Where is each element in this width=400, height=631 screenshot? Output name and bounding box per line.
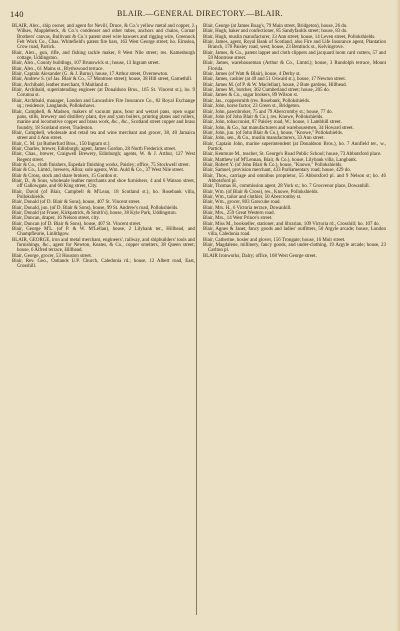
directory-entry: Blair, Archibald, superintending engineer (at Donaldson Bros., 165 St. Vincent st.), ho. 9 Corunna st.: [12, 88, 195, 99]
directory-entry: Blair, George, grocer, 53 Houston street.: [12, 253, 93, 259]
directory-entry: Blair, George M'L. (of P. & W. M'Lellan), house, 2 Lilybank ter., Hillhead, and Champfleurie, Linlithgow.: [12, 227, 195, 238]
directory-entry: Blair, Alex., 61 Mains st., Blythswood terrace.: [12, 66, 104, 72]
directory-entry: Blair, Campbell, wholesale and retail tea and wine merchant and grocer, 38, 40 Jamaica street and 4 Ann street.: [12, 130, 195, 142]
directory-entry: Blair, Archibald, manager, London and Lancashire Fire Insurance Co., 82 Royal Exchange sq.; residence, Langlands, Pollokshaws.: [12, 98, 195, 110]
page-number: 140: [10, 9, 24, 19]
directory-entry: BLAIR Ironworks, Dalry; office, 168 West George street.: [203, 253, 317, 259]
directory-entry: Blair, Thos., carriage and omnibus proprietor, 55 Abbotsford pl. and 9 Nelson st; ho. 46 Abbotsford pl.: [203, 173, 386, 184]
directory-entry: Blair, George (at James Boag's, 79 Main street, Bridgeton), house, 26 do.: [203, 24, 348, 29]
directory-entry: Blair, Duncan (of D. Blair & Sons), house, 407 St. Vincent street.: [12, 221, 142, 227]
directory-entry: Blair, Matthew (of M'Lennan, Blair, & Co.), house, Lilybank villa, Langbank.: [203, 157, 358, 163]
directory-entry: Blair, John, sen., & Co., muslin manufacturers, 33 Ann street.: [203, 136, 325, 142]
directory-entry: Blair, Andrew S. (of Jas. Blair & Co., 57 Montrose street); house, 38 Hill street, Garnethill.: [12, 77, 193, 83]
directory-entry: Blair, Samuel, provision merchant, 433 Parliamentary road; house, 429 do.: [203, 168, 351, 174]
directory-entry: Blair, John, pawnbroker, 75 and 79 Abercromby st.; house, 77 do.: [203, 109, 333, 115]
directory-entry: Blair, Donald (of D. Blair & Sons), house, 407 St. Vincent street.: [12, 200, 141, 206]
directory-entry: Blair, Hugh, baker and confectioner, 85 Sandyfaulds street; house, 83 do.: [203, 29, 348, 35]
directory-entry: Blair, John (of John Blair & Co.), res. Knowe, Pollokshields.: [203, 114, 324, 120]
directory-entry: Blair, Chas., brewer, Craigwell Brewery, Edinburgh; agents, W. & J. Arthur, 127 West Regent street.: [12, 152, 195, 163]
directory-entry: Blair, Hugh, muslin manufacturer, 33 Ann street; house, 14 Leven street, Pollokshields.: [203, 34, 376, 40]
column-divider: [196, 25, 197, 615]
directory-entry: Blair & Cross, stock and share brokers, 15 Gordon st.: [12, 173, 118, 179]
directory-entry: Blair, Wm. (of Blair & Cross), res., Knowe, Pollokshields.: [203, 189, 319, 195]
directory-entry: Blair, Robert Y. (of John Blair & Co.), house, "Knowe," Pollokshields.: [203, 162, 343, 168]
directory-entry: Blair, Campbell, & Madsen, makers of vacuum pans, bour and wetzel pans, open sugar pans, stills, brewery and distillery plant, dye and yarn boilers, printing plates and rollers, marine and locomotive copper and brass work, &c., &c., Scotland street copper and brass foundry, 18 Scotland street, Tradeston.: [12, 109, 195, 131]
directory-entry: Blair, Mrs., 14 West Prince's street.: [203, 216, 273, 222]
directory-entry: Blair, James, & Co., patent lappet and cloth clippers and jacquard loom card cutters, 57 and 59 Montrose street.: [203, 50, 386, 62]
directory-entry: Blair, Donald, jun. (of D. Blair & Sons), house, 99 St. Andrew's road, Pollokshields.: [12, 205, 179, 211]
directory-entry: Blair, Wm., tailor and clothier, 50 Abercromby st.: [203, 195, 302, 200]
directory-entry: Blair, John, jun. (of John Blair & Co.), house, "Knowe," Pollokshields.: [203, 130, 344, 136]
directory-entry: Blair, Thomas H., commission agent, 28 York st.; ho. 7 Grosvenor place, Dowanhill.: [203, 184, 370, 190]
directory-entry: Blair, Charles, brewer, Edinburgh; agent, James Gordon, 28 North Frederick street.: [12, 146, 177, 152]
directory-entry: Blair, James M. (of P. & W. Maclellan), house, 2 Bute gardens, Hillhead.: [203, 82, 347, 88]
directory-entry: Blair, James M., butcher, 362 Cumberland street; house, 205 do.: [203, 88, 330, 94]
directory-entry: Blair, James, agent, Royal Bank of Scotland, also Fire and Life Insurance agent, Plantation Branch, 178 Paisley road, west; house, 23 Bentinck st., Kelvingrove.: [203, 40, 386, 51]
directory-entry: Blair, Jas., coppersmith (res. Rosebank, Pollokshields.: [203, 98, 311, 104]
directory-entry: Blair, James, warehouseman (Arthur & Co., Limtd.); house, 3 Rundolph terrace, Mount Florida.: [203, 61, 386, 72]
directory-entry: BLAIR, Alex., ship owner, and agent for Nevill, Druce, & Co.'s yellow metal and copper, J. Wilkes, Mapplebeck, & Co.'s condenser and other tubes, anchors and chains, Cornar Brothers' canvas, Bullivant & Co.'s patent steel wire hawsers and rigging wire, Greenock Felt Work Co., Chas. Whitefield's patent fire bars, 163 West George street; ho. Elmslea, Crow road, Partick.: [12, 24, 195, 51]
directory-entry: Blair, Donald (at Fraser, Kirkpatrick, & Smith's), house, 38 Kyle Park, Uddingston.: [12, 211, 177, 217]
directory-entry: Blair, Wm., grocer, 803 Garscube road.: [203, 200, 281, 206]
directory-entry: Blair, John, & Co., hat manufacturers and warehousemen, 34 Howard street.: [203, 125, 354, 131]
directory-entry: Blair, Captain John, marine superintendent (at Donaldson Bros.), ho. 7 Annfield ter., w., Partick.: [203, 141, 386, 152]
directory-entry: Blair, James, cashier (at 49 and 51 Oswald st.), house, 17 Newton street.: [203, 77, 346, 83]
page-header: [0, 8, 400, 22]
directory-entry: Blair, Archibald, leather merchant, 9 Maitland st.: [12, 82, 109, 88]
directory-entry: BLAIR, GEORGE, iron and metal merchant, engineers', railway, and shipbuilders' tools and furnishings, &c., agent for Newton, Keates, & Co., copper smelters, 38 Queen street; house, 6 Alfred terrace, Hillhead.: [12, 237, 195, 254]
directory-entry: Blair, Miss M., bookseller, stationer, and librarian, 109 Victoria rd., Crosshill; ho. 107 do.: [203, 221, 380, 227]
directory-entry: Blair, Mrs. H., 6 Victoria terrace, Dowanhill.: [203, 205, 292, 211]
right-column: [203, 24, 386, 259]
directory-entry: Blair, John, tobacconist, 87 Paisley road, W.; house, 1 Lambhill street.: [203, 120, 342, 126]
page-title: BLAIR.—GENERAL DIRECTORY.—BLAIR.: [117, 9, 283, 18]
directory-entry: Blair, Captain Alexander (G. & J. Burns), house, 17 Arthur street, Overnewton.: [12, 72, 169, 78]
directory-entry: Blair, James & Co., sugar brokers, 89 Wilson st.: [203, 93, 299, 99]
directory-entry: Blair & Co., Limtd., brewers, Alloa; sole agents, Wm. Auld & Co., 37 West Nile street.: [12, 168, 185, 174]
directory-entry: Blair, Alex., gun, rifle, and fishing tackle maker, 8 West Nile street; res. Kamesburgh cottage, Uddingston.: [12, 50, 195, 62]
directory-entry: Blair, Kenmure M., teacher, St. George's Road Public School; house, 73 Abbotsford place.: [203, 152, 382, 158]
page-edge-shadow: [396, 0, 400, 631]
directory-entry: Blair, James (of Watt & Blair), house, 4 Derby st.: [203, 72, 301, 78]
directory-entry: Blair, Agnes & Janet, fancy goods and ladies' outfitters, 50 Argyle arcade; house, London villa, Caledonia road.: [203, 227, 386, 238]
left-column: [12, 24, 195, 270]
directory-entry: Blair & Co., cloth finishers, Espedair finishing works, Paisley; office, 75 Stockwell street.: [12, 162, 190, 168]
directory-entry: Blair, David (of Blair, Campbell & M'Lean, 18 Scotland st.), ho. Rosebank villa, Pollokshields.: [12, 189, 195, 200]
directory-entry: Blair, Duncan, draper, 16 Nelson street, city.: [12, 216, 100, 222]
directory-entry: Blair, Catherine, hosier and glover, 156 Trongate; house, 16 Moir street.: [203, 237, 346, 243]
directory-entry: Blair, Rev. Geo., Oatlands U.P. Church, Caledonia rd.; house, 12 Albert road, East, Crosshill.: [12, 259, 195, 270]
directory-entry: Blair, Magdalene, millinery, fancy goods, and under-clothing, 19 Argyle arcade; house, 23 Carlton pl.: [203, 243, 386, 254]
directory-entry: Blair, D., & Sons, wholesale leather merchants and shoe furnishers, 4 and 6 Watson street, off Gallowgate, and 60 King street, City.: [12, 178, 195, 190]
directory-entry: Blair, Alex., County buildings, 107 Brunswick st.; house, 13 Ingram street.: [12, 61, 160, 67]
directory-entry: Blair, John, horse factor, 23 Green st., Bridgeton.: [203, 104, 301, 110]
directory-entry: Blair, Mrs., 259 Great Western road.: [203, 211, 275, 217]
directory-entry: Blair, C. M. (at Rutherfurd Bros., 150 Ingram st.): [12, 141, 110, 147]
